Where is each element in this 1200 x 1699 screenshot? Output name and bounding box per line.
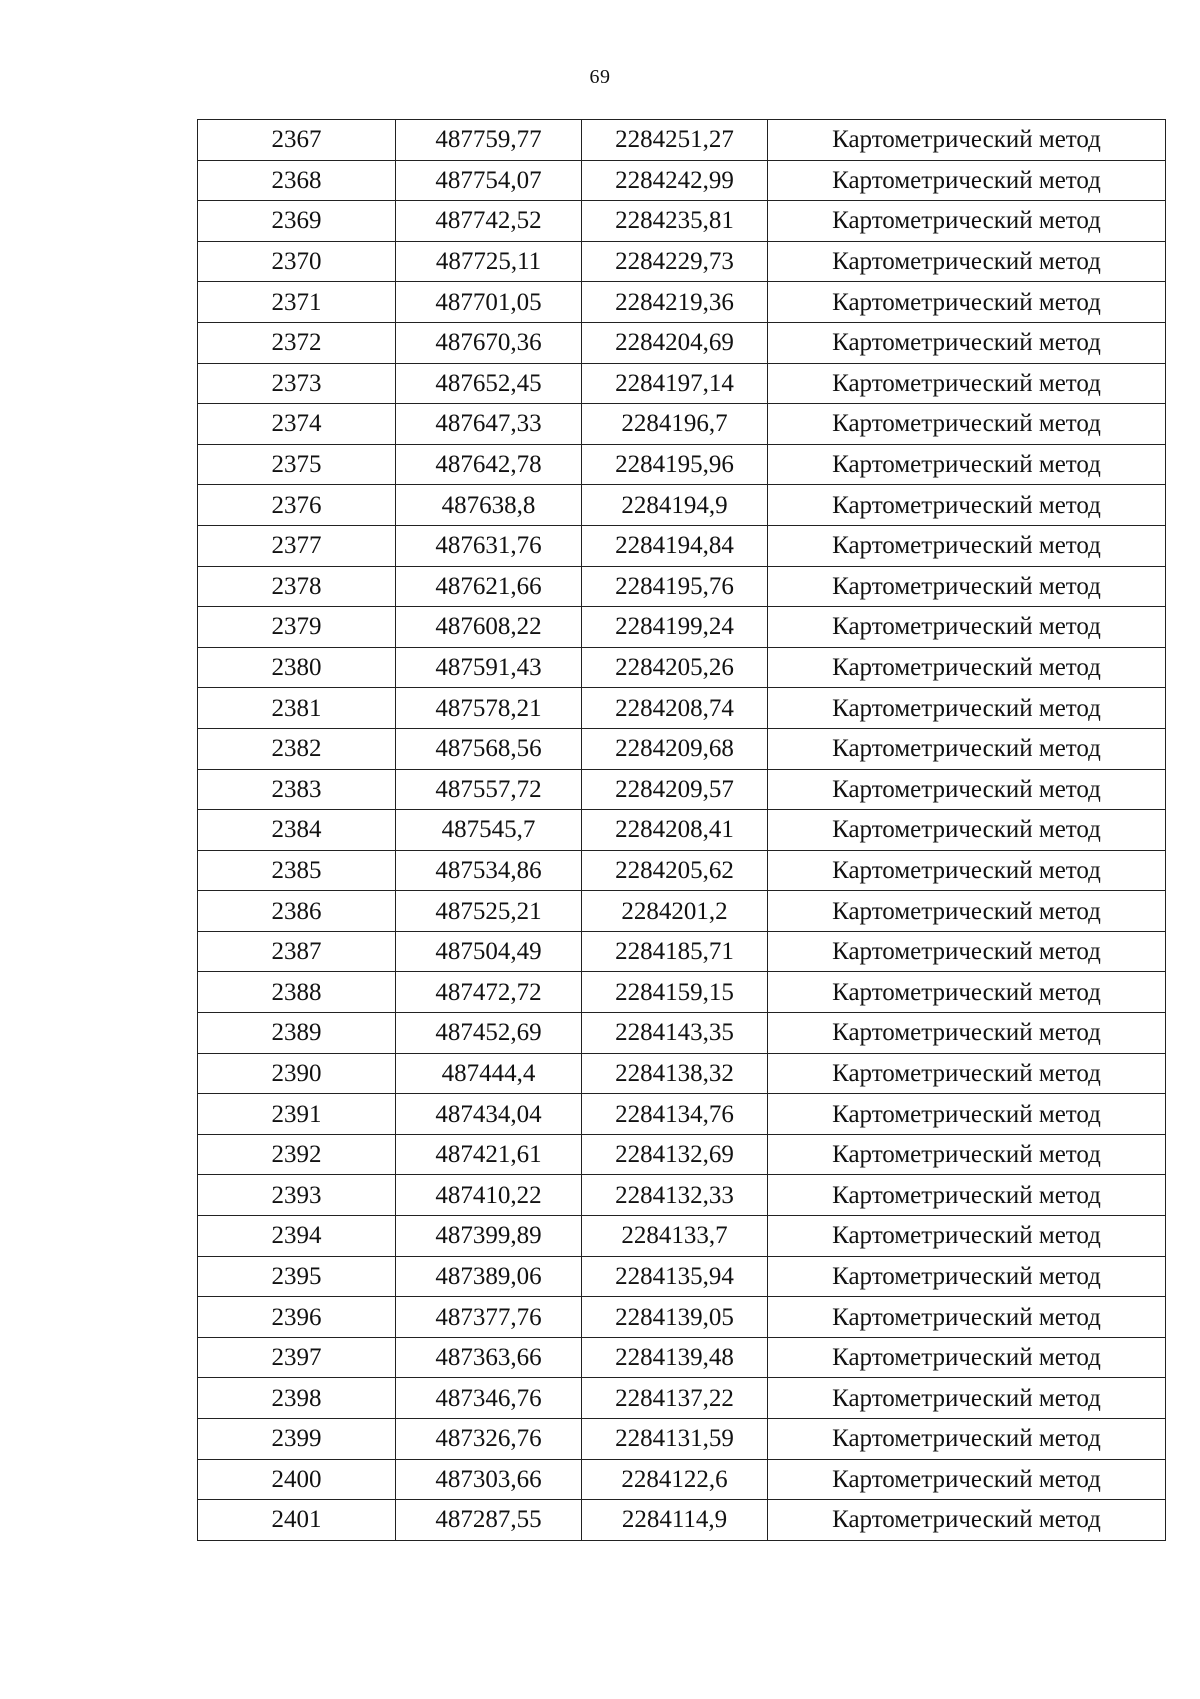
point-number-cell: 2373: [198, 363, 396, 404]
y-coordinate-cell: 2284204,69: [582, 322, 768, 363]
point-number-cell: 2375: [198, 444, 396, 485]
point-number-cell: 2398: [198, 1378, 396, 1419]
x-coordinate-cell: 487608,22: [396, 607, 582, 648]
table-row: [198, 891, 1166, 932]
table-row: [198, 1500, 1166, 1541]
table-row: [198, 1337, 1166, 1378]
point-number-cell: 2393: [198, 1175, 396, 1216]
method-cell: Картометрический метод: [768, 322, 1166, 363]
y-coordinate-cell: 2284197,14: [582, 363, 768, 404]
point-number-cell: 2396: [198, 1297, 396, 1338]
table-row: [198, 607, 1166, 648]
x-coordinate-cell: 487525,21: [396, 891, 582, 932]
y-coordinate-cell: 2284138,32: [582, 1053, 768, 1094]
table-row: [198, 688, 1166, 729]
point-number-cell: 2370: [198, 241, 396, 282]
y-coordinate-cell: 2284194,9: [582, 485, 768, 526]
y-coordinate-cell: 2284194,84: [582, 525, 768, 566]
x-coordinate-cell: 487303,66: [396, 1459, 582, 1500]
y-coordinate-cell: 2284114,9: [582, 1500, 768, 1541]
point-number-cell: 2388: [198, 972, 396, 1013]
y-coordinate-cell: 2284139,05: [582, 1297, 768, 1338]
x-coordinate-cell: 487377,76: [396, 1297, 582, 1338]
table-row: [198, 1094, 1166, 1135]
table-row: [198, 404, 1166, 445]
method-cell: Картометрический метод: [768, 1500, 1166, 1541]
method-cell: Картометрический метод: [768, 972, 1166, 1013]
method-cell: Картометрический метод: [768, 1337, 1166, 1378]
x-coordinate-cell: 487434,04: [396, 1094, 582, 1135]
method-cell: Картометрический метод: [768, 1297, 1166, 1338]
table-row: [198, 810, 1166, 851]
y-coordinate-cell: 2284242,99: [582, 160, 768, 201]
method-cell: Картометрический метод: [768, 810, 1166, 851]
y-coordinate-cell: 2284229,73: [582, 241, 768, 282]
method-cell: Картометрический метод: [768, 891, 1166, 932]
method-cell: Картометрический метод: [768, 525, 1166, 566]
table-row: [198, 931, 1166, 972]
method-cell: Картометрический метод: [768, 931, 1166, 972]
table-row: [198, 120, 1166, 161]
table-row: [198, 444, 1166, 485]
x-coordinate-cell: 487472,72: [396, 972, 582, 1013]
x-coordinate-cell: 487534,86: [396, 850, 582, 891]
table-row: [198, 1419, 1166, 1460]
x-coordinate-cell: 487621,66: [396, 566, 582, 607]
point-number-cell: 2380: [198, 647, 396, 688]
table-row: [198, 1378, 1166, 1419]
x-coordinate-cell: 487647,33: [396, 404, 582, 445]
point-number-cell: 2394: [198, 1216, 396, 1257]
y-coordinate-cell: 2284205,62: [582, 850, 768, 891]
point-number-cell: 2390: [198, 1053, 396, 1094]
point-number-cell: 2369: [198, 201, 396, 242]
method-cell: Картометрический метод: [768, 769, 1166, 810]
table-row: [198, 972, 1166, 1013]
x-coordinate-cell: 487578,21: [396, 688, 582, 729]
y-coordinate-cell: 2284132,69: [582, 1134, 768, 1175]
y-coordinate-cell: 2284209,68: [582, 728, 768, 769]
x-coordinate-cell: 487652,45: [396, 363, 582, 404]
y-coordinate-cell: 2284201,2: [582, 891, 768, 932]
x-coordinate-cell: 487399,89: [396, 1216, 582, 1257]
coordinates-table-container: [197, 119, 1165, 1541]
point-number-cell: 2386: [198, 891, 396, 932]
x-coordinate-cell: 487742,52: [396, 201, 582, 242]
table-row: [198, 485, 1166, 526]
point-number-cell: 2395: [198, 1256, 396, 1297]
method-cell: Картометрический метод: [768, 282, 1166, 323]
x-coordinate-cell: 487631,76: [396, 525, 582, 566]
table-row: [198, 282, 1166, 323]
x-coordinate-cell: 487557,72: [396, 769, 582, 810]
table-row: [198, 1216, 1166, 1257]
point-number-cell: 2372: [198, 322, 396, 363]
point-number-cell: 2400: [198, 1459, 396, 1500]
x-coordinate-cell: 487754,07: [396, 160, 582, 201]
point-number-cell: 2391: [198, 1094, 396, 1135]
coordinates-table-body: [198, 120, 1166, 1541]
x-coordinate-cell: 487701,05: [396, 282, 582, 323]
point-number-cell: 2376: [198, 485, 396, 526]
point-number-cell: 2379: [198, 607, 396, 648]
table-row: [198, 201, 1166, 242]
x-coordinate-cell: 487568,56: [396, 728, 582, 769]
y-coordinate-cell: 2284133,7: [582, 1216, 768, 1257]
method-cell: Картометрический метод: [768, 1094, 1166, 1135]
method-cell: Картометрический метод: [768, 1134, 1166, 1175]
table-row: [198, 1459, 1166, 1500]
table-row: [198, 566, 1166, 607]
y-coordinate-cell: 2284132,33: [582, 1175, 768, 1216]
method-cell: Картометрический метод: [768, 1378, 1166, 1419]
table-row: [198, 647, 1166, 688]
method-cell: Картометрический метод: [768, 363, 1166, 404]
coordinates-table: [197, 119, 1166, 1541]
method-cell: Картометрический метод: [768, 566, 1166, 607]
x-coordinate-cell: 487725,11: [396, 241, 582, 282]
method-cell: Картометрический метод: [768, 404, 1166, 445]
y-coordinate-cell: 2284185,71: [582, 931, 768, 972]
point-number-cell: 2389: [198, 1013, 396, 1054]
x-coordinate-cell: 487545,7: [396, 810, 582, 851]
y-coordinate-cell: 2284134,76: [582, 1094, 768, 1135]
y-coordinate-cell: 2284251,27: [582, 120, 768, 161]
x-coordinate-cell: 487444,4: [396, 1053, 582, 1094]
point-number-cell: 2387: [198, 931, 396, 972]
x-coordinate-cell: 487287,55: [396, 1500, 582, 1541]
point-number-cell: 2384: [198, 810, 396, 851]
method-cell: Картометрический метод: [768, 1419, 1166, 1460]
table-row: [198, 728, 1166, 769]
table-row: [198, 1053, 1166, 1094]
point-number-cell: 2367: [198, 120, 396, 161]
method-cell: Картометрический метод: [768, 1459, 1166, 1500]
y-coordinate-cell: 2284196,7: [582, 404, 768, 445]
y-coordinate-cell: 2284143,35: [582, 1013, 768, 1054]
y-coordinate-cell: 2284159,15: [582, 972, 768, 1013]
table-row: [198, 363, 1166, 404]
y-coordinate-cell: 2284195,76: [582, 566, 768, 607]
y-coordinate-cell: 2284209,57: [582, 769, 768, 810]
y-coordinate-cell: 2284235,81: [582, 201, 768, 242]
method-cell: Картометрический метод: [768, 160, 1166, 201]
table-row: [198, 1013, 1166, 1054]
y-coordinate-cell: 2284199,24: [582, 607, 768, 648]
point-number-cell: 2392: [198, 1134, 396, 1175]
x-coordinate-cell: 487670,36: [396, 322, 582, 363]
x-coordinate-cell: 487642,78: [396, 444, 582, 485]
y-coordinate-cell: 2284131,59: [582, 1419, 768, 1460]
table-row: [198, 241, 1166, 282]
x-coordinate-cell: 487326,76: [396, 1419, 582, 1460]
method-cell: Картометрический метод: [768, 647, 1166, 688]
table-row: [198, 769, 1166, 810]
table-row: [198, 1297, 1166, 1338]
page-number: 69: [589, 66, 611, 88]
y-coordinate-cell: 2284205,26: [582, 647, 768, 688]
table-row: [198, 1134, 1166, 1175]
point-number-cell: 2397: [198, 1337, 396, 1378]
point-number-cell: 2378: [198, 566, 396, 607]
x-coordinate-cell: 487346,76: [396, 1378, 582, 1419]
point-number-cell: 2371: [198, 282, 396, 323]
point-number-cell: 2381: [198, 688, 396, 729]
x-coordinate-cell: 487421,61: [396, 1134, 582, 1175]
x-coordinate-cell: 487759,77: [396, 120, 582, 161]
x-coordinate-cell: 487591,43: [396, 647, 582, 688]
y-coordinate-cell: 2284219,36: [582, 282, 768, 323]
method-cell: Картометрический метод: [768, 485, 1166, 526]
point-number-cell: 2377: [198, 525, 396, 566]
method-cell: Картометрический метод: [768, 850, 1166, 891]
point-number-cell: 2385: [198, 850, 396, 891]
point-number-cell: 2399: [198, 1419, 396, 1460]
x-coordinate-cell: 487638,8: [396, 485, 582, 526]
method-cell: Картометрический метод: [768, 1053, 1166, 1094]
method-cell: Картометрический метод: [768, 444, 1166, 485]
y-coordinate-cell: 2284139,48: [582, 1337, 768, 1378]
point-number-cell: 2383: [198, 769, 396, 810]
y-coordinate-cell: 2284195,96: [582, 444, 768, 485]
method-cell: Картометрический метод: [768, 201, 1166, 242]
point-number-cell: 2382: [198, 728, 396, 769]
method-cell: Картометрический метод: [768, 241, 1166, 282]
point-number-cell: 2374: [198, 404, 396, 445]
y-coordinate-cell: 2284208,41: [582, 810, 768, 851]
x-coordinate-cell: 487452,69: [396, 1013, 582, 1054]
table-row: [198, 525, 1166, 566]
table-row: [198, 1256, 1166, 1297]
method-cell: Картометрический метод: [768, 728, 1166, 769]
method-cell: Картометрический метод: [768, 688, 1166, 729]
point-number-cell: 2368: [198, 160, 396, 201]
y-coordinate-cell: 2284208,74: [582, 688, 768, 729]
method-cell: Картометрический метод: [768, 120, 1166, 161]
table-row: [198, 1175, 1166, 1216]
method-cell: Картометрический метод: [768, 1175, 1166, 1216]
table-row: [198, 322, 1166, 363]
method-cell: Картометрический метод: [768, 1216, 1166, 1257]
table-row: [198, 160, 1166, 201]
method-cell: Картометрический метод: [768, 1013, 1166, 1054]
x-coordinate-cell: 487389,06: [396, 1256, 582, 1297]
method-cell: Картометрический метод: [768, 1256, 1166, 1297]
y-coordinate-cell: 2284122,6: [582, 1459, 768, 1500]
x-coordinate-cell: 487363,66: [396, 1337, 582, 1378]
x-coordinate-cell: 487504,49: [396, 931, 582, 972]
y-coordinate-cell: 2284137,22: [582, 1378, 768, 1419]
y-coordinate-cell: 2284135,94: [582, 1256, 768, 1297]
point-number-cell: 2401: [198, 1500, 396, 1541]
table-row: [198, 850, 1166, 891]
method-cell: Картометрический метод: [768, 607, 1166, 648]
x-coordinate-cell: 487410,22: [396, 1175, 582, 1216]
